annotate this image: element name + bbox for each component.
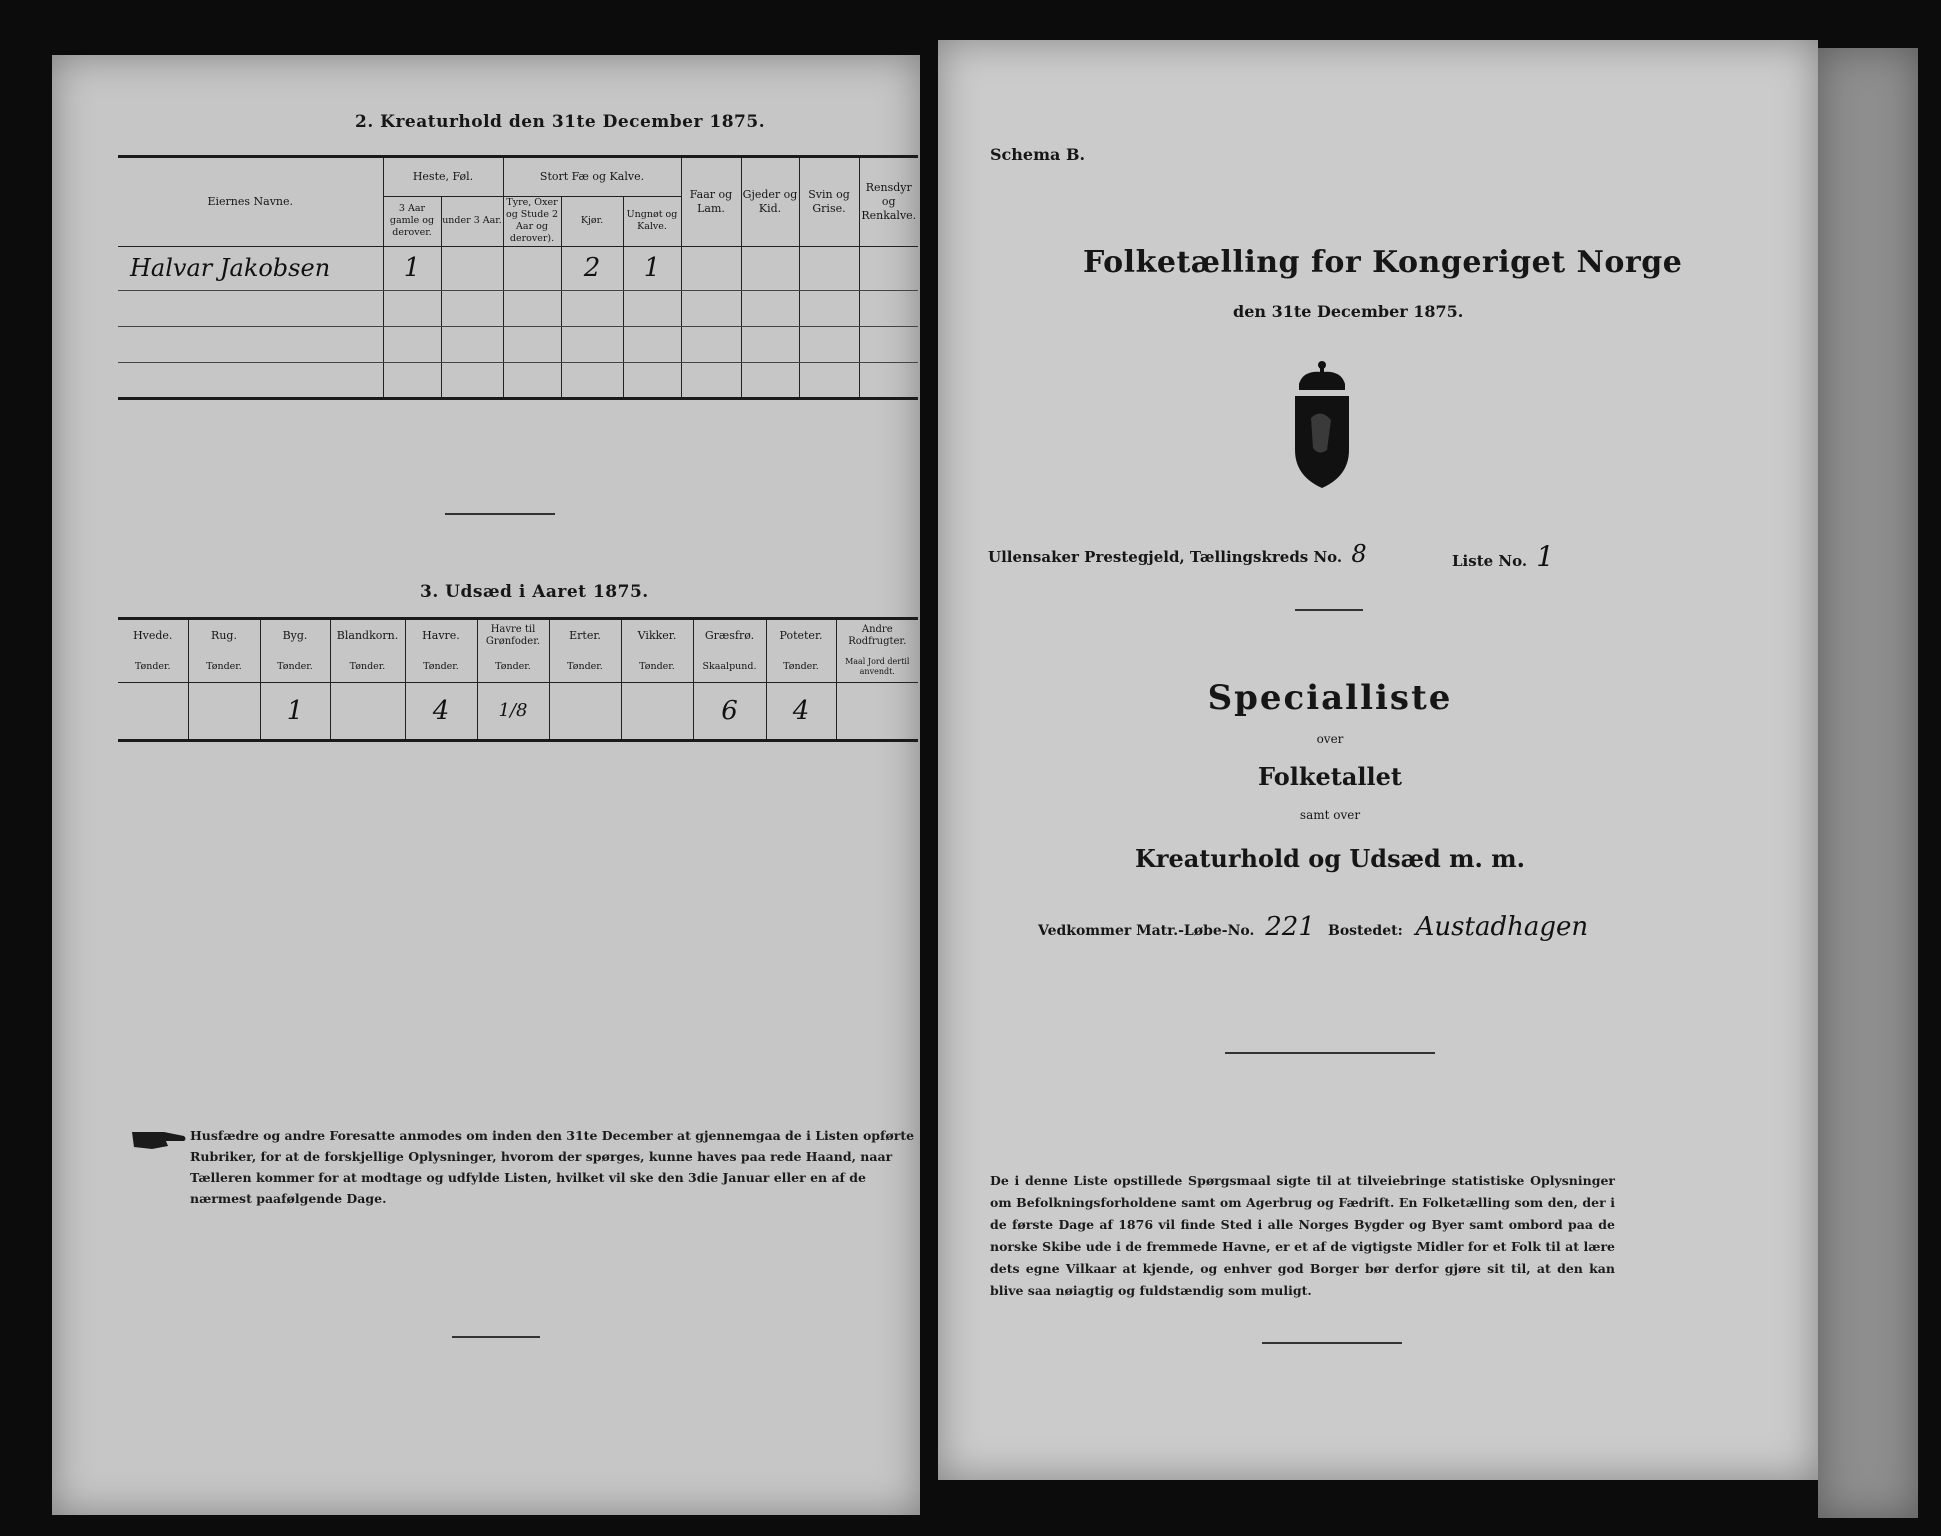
pig-header: Svin og Grise. [799,158,859,246]
schema-label: Schema B. [990,145,1086,164]
list-line [1452,540,1554,573]
cell [859,246,918,290]
unit-label: Tønder. [549,652,621,682]
cell [118,682,188,740]
separator-rule [1295,609,1363,611]
horse-young-header: under 3 Aar. [441,196,503,246]
table-row [118,326,918,362]
horse-adult-header: 3 Aar gamle og derover. [383,196,441,246]
potato-header: Poteter. [766,620,836,652]
list-number: 1 [1536,540,1555,573]
cell: 1 [383,246,441,290]
cell [621,682,693,740]
owner-header: Eiernes Navne. [118,158,383,246]
goat-header: Gjeder og Kid. [741,158,799,246]
unit-label: Tønder. [188,652,260,682]
seed-title: 3. Udsæd i Aaret 1875. [420,582,649,602]
cell [441,246,503,290]
parish-name: Ullensaker [988,548,1079,566]
folk-title: Folketallet [1258,762,1402,791]
owner-cell: Halvar Jakobsen [118,246,383,290]
barley-header: Byg. [260,620,330,652]
unit-label: Tønder. [260,652,330,682]
rye-header: Rug. [188,620,260,652]
unit-label: Tønder. [621,652,693,682]
roots-header: Andre Rodfrugter. [836,620,918,652]
cell: 4 [405,682,477,740]
pointing-hand-icon [130,1126,188,1152]
cell [503,246,561,290]
circle-number: 8 [1351,540,1367,568]
cell [188,682,260,740]
circle-label: Tællingskreds No. [1189,548,1343,566]
table-row [118,246,918,290]
cell [836,682,918,740]
cell: 1 [260,682,330,740]
cell: 4 [766,682,836,740]
date-line: den 31te December 1875. [1233,302,1464,321]
stacked-page-edges [1818,48,1918,1518]
table-row [118,290,918,326]
samt-over-label: samt over [1299,808,1361,822]
livestock-table [118,158,918,400]
cattle-group-header: Stort Fæ og Kalve. [503,158,681,196]
separator-rule [1225,1052,1435,1054]
bosted-line [1328,912,1588,942]
parish-label: Prestegjeld, [1084,548,1185,566]
matr-line [1038,912,1315,942]
grass-seed-header: Græsfrø. [693,620,766,652]
cell [741,246,799,290]
sheep-header: Faar og Lam. [681,158,741,246]
oats-header: Havre. [405,620,477,652]
main-title: Folketælling for Kongeriget Norge [1083,245,1683,280]
info-paragraph: De i denne Liste opstillede Spørgsmaal sigte til at tilveiebringe statistiske Oplysninger om Befolkningsforholdene samt om Agerbrug og Fædrift. En Folketælling som den, der i de første Dage af 1876 vil finde Sted i alle Norges Bygder og Byer samt ombord paa de norske Skibe ude i de fremmede Havne, er et af de vigtigste Midler for et Folk til at lære dets egne Vilkaar at kjende, og enhver god Borger bør derfor gjøre sit til, at den kan blive saa nøiagtig og fuldstændig som muligt. [990,1173,1615,1298]
special-title: Specialliste [1207,678,1453,718]
unit-label: Maal Jord dertil anvendt. [836,652,918,682]
cell: 2 [561,246,623,290]
horse-group-header: Heste, Føl. [383,158,503,196]
cell [681,246,741,290]
cell [330,682,405,740]
table-row [118,362,918,398]
mixed-grain-header: Blandkorn. [330,620,405,652]
list-label: Liste No. [1452,552,1528,570]
cell [549,682,621,740]
separator-rule [445,513,555,515]
district-line [988,540,1367,568]
matr-number: 221 [1265,912,1315,942]
unit-label: Tønder. [118,652,188,682]
matr-label: Vedkommer Matr.-Løbe-No. [1038,923,1255,939]
unit-label: Tønder. [766,652,836,682]
reindeer-header: Rensdyr og Renkalve. [859,158,918,246]
livestock-title: 2. Kreaturhold den 31te December 1875. [355,112,766,132]
table-row [118,682,918,740]
cell [799,246,859,290]
notice-text: Husfædre og andre Foresatte anmodes om inden den 31te December at gjennemgaa de i Listen opførte Rubriker, for at de forskjellige Oplysninger, hvorom der spørges, kunne haves paa rede Haand, naar Tælleren kommer for at modtage og udfylde Listen, hvilket vil ske den 3die Januar eller en af de nærmest paafølgende Dage. [190,1128,915,1206]
wheat-header: Hvede. [118,620,188,652]
cow-header: Kjør. [561,196,623,246]
calf-header: Ungnøt og Kalve. [623,196,681,246]
bosted-label: Bostedet: [1328,923,1403,939]
unit-label: Tønder. [405,652,477,682]
bottom-rule [452,1336,540,1338]
unit-label: Tønder. [330,652,405,682]
cell: 6 [693,682,766,740]
seed-table [118,620,918,742]
cell: 1 [623,246,681,290]
unit-label: Tønder. [477,652,549,682]
bosted-value: Austadhagen [1415,912,1589,942]
bull-header: Tyre, Oxer og Stude 2 Aar og derover). [503,196,561,246]
cell: 1/8 [477,682,549,740]
kreatur-title: Kreaturhold og Udsæd m. m. [1135,844,1525,873]
over-label: over [1316,732,1344,746]
vetch-header: Vikker. [621,620,693,652]
green-oats-header: Havre til Grønfoder. [477,620,549,652]
peas-header: Erter. [549,620,621,652]
bottom-rule [1262,1342,1402,1344]
unit-label: Skaalpund. [693,652,766,682]
coat-of-arms-icon [1291,358,1353,490]
